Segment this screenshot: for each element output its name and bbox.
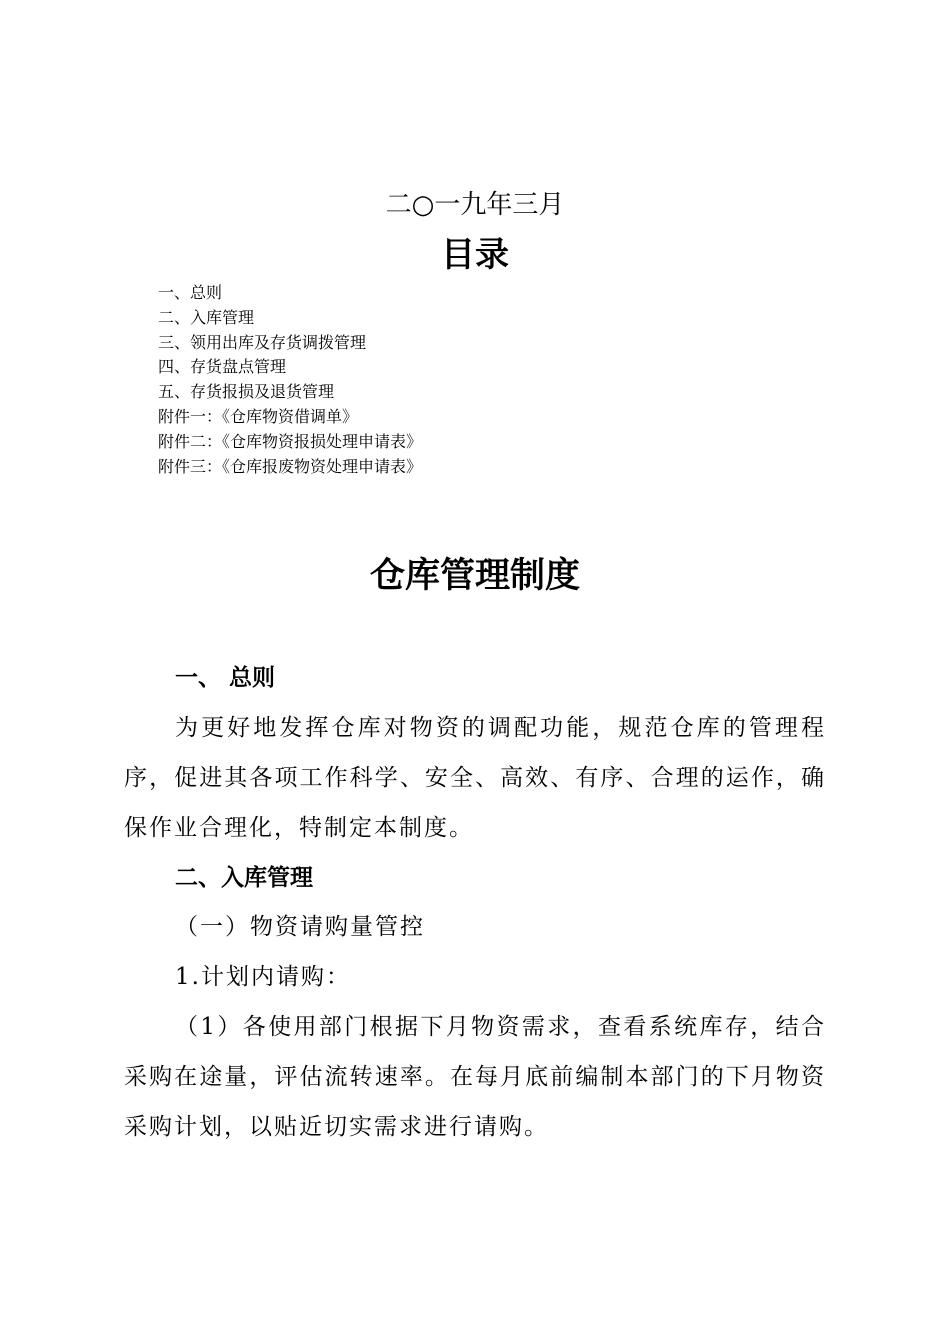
toc-item: 四、存货盘点管理 xyxy=(158,357,287,377)
toc-item: 附件二：《仓库物资报损处理申请表》 xyxy=(158,431,423,451)
section-heading-general: 一、 总则 xyxy=(175,665,276,691)
section-paragraph-general: 为更好地发挥仓库对物资的调配功能，规范仓库的管理程序，促进其各项工作科学、安全、高效、有序、合理的运作，确保作业合理化，特制定本制度。 xyxy=(124,715,826,841)
toc-item: 三、领用出库及存货调拨管理 xyxy=(158,332,367,352)
item-heading: 1.计划内请购： xyxy=(175,964,351,990)
toc-item: 附件一：《仓库物资借调单》 xyxy=(158,406,359,426)
document-title: 仓库管理制度 xyxy=(369,555,580,596)
section-heading-inbound: 二、入库管理 xyxy=(175,865,313,891)
table-of-contents xyxy=(158,281,422,479)
toc-title: 目录 xyxy=(441,235,509,275)
toc-item: 二、入库管理 xyxy=(158,307,255,327)
toc-item: 附件三：《仓库报废物资处理申请表》 xyxy=(158,456,423,476)
item-paragraph: （1）各使用部门根据下月物资需求，查看系统库存，结合采购在途量，评估流转速率。在每月底前编制本部门的下月物资采购计划，以贴近切实需求进行请购。 xyxy=(124,1014,826,1140)
toc-item: 五、存货报损及退货管理 xyxy=(158,382,335,402)
subsection-heading: （一）物资请购量管控 xyxy=(175,914,425,940)
document-date: 二○一九年三月 xyxy=(385,190,565,220)
toc-item: 一、总则 xyxy=(158,283,223,302)
